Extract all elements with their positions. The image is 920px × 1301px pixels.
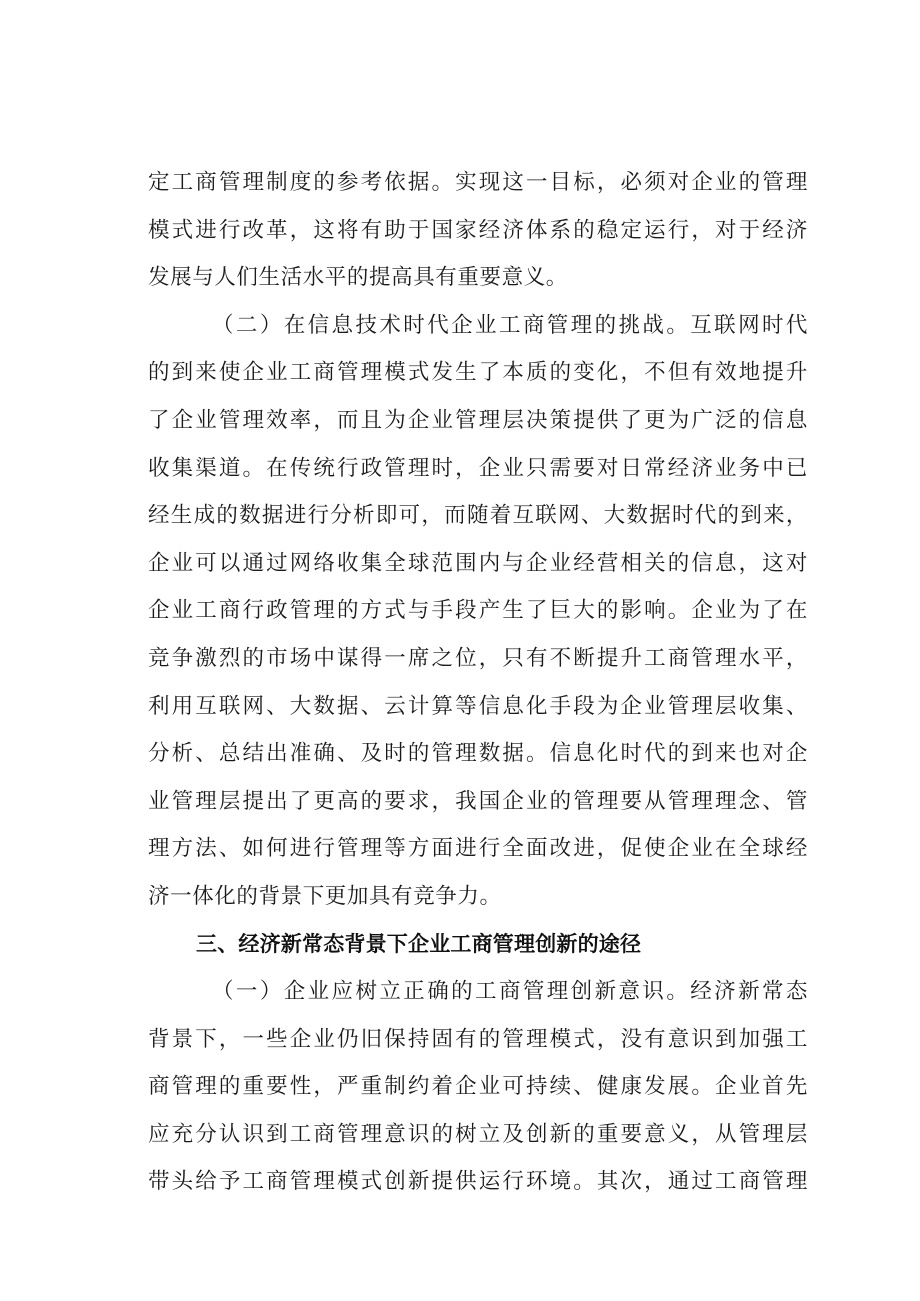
text-line: 收集渠道。在传统行政管理时，企业只需要对日常经济业务中已 [148,455,808,481]
text-line: 了企业管理效率，而且为企业管理层决策提供了更为广泛的信息 [148,407,808,433]
text-line: 带头给予工商管理模式创新提供运行环境。其次，通过工商管理 [148,1169,808,1195]
text-line: 应充分认识到工商管理意识的树立及创新的重要意义，从管理层 [148,1121,808,1147]
text-line: 济一体化的背景下更加具有竞争力。 [148,883,502,909]
text-line: 背景下，一些企业仍旧保持固有的管理模式，没有意识到加强工 [148,1026,808,1052]
text-line: 经生成的数据进行分析即可，而随着互联网、大数据时代的到来， [148,503,808,529]
text-line: 业管理层提出了更高的要求，我国企业的管理要从管理理念、管 [148,788,808,814]
text-line: 模式进行改革，这将有助于国家经济体系的稳定运行，对于经济 [148,217,808,243]
text-line: 企业可以通过网络收集全球范围内与企业经营相关的信息，这对 [148,550,808,576]
text-line: 利用互联网、大数据、云计算等信息化手段为企业管理层收集、 [148,693,808,719]
text-line: 的到来使企业工商管理模式发生了本质的变化，不但有效地提升 [148,360,808,386]
text-line: 分析、总结出准确、及时的管理数据。信息化时代的到来也对企 [148,741,808,767]
text-line: 商管理的重要性，严重制约着企业可持续、健康发展。企业首先 [148,1074,808,1100]
text-line: 发展与人们生活水平的提高具有重要意义。 [148,265,568,291]
section-heading: 三、经济新常态背景下企业工商管理创新的途径 [196,931,642,956]
document-body [148,159,808,1206]
text-line: 企业工商行政管理的方式与手段产生了巨大的影响。企业为了在 [148,598,808,624]
paragraph-start-line: （一）企业应树立正确的工商管理创新意识。经济新常态 [212,979,808,1005]
text-line: 定工商管理制度的参考依据。实现这一目标，必须对企业的管理 [148,170,808,195]
text-line: 理方法、如何进行管理等方面进行全面改进，促使企业在全球经 [148,836,808,862]
paragraph-start-line: （二）在信息技术时代企业工商管理的挑战。互联网时代 [212,312,808,338]
text-line: 竞争激烈的市场中谋得一席之位，只有不断提升工商管理水平， [148,645,808,671]
